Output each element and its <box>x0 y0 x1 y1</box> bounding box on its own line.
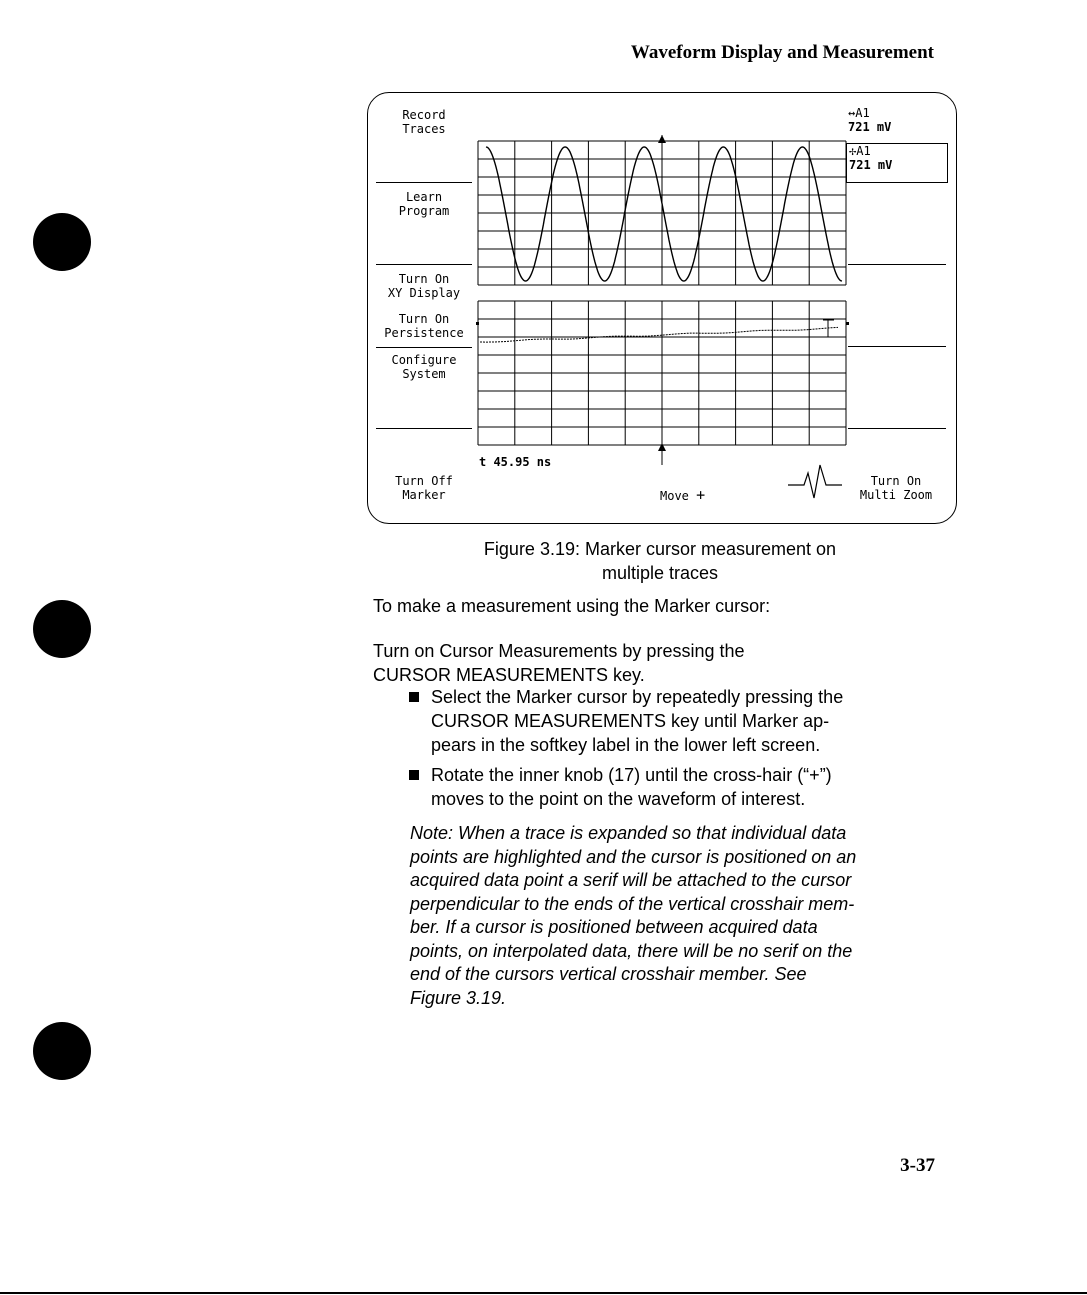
move-label: Move + <box>660 486 706 504</box>
multi-zoom-pulse-icon <box>788 465 842 498</box>
sine-trace <box>486 147 842 281</box>
note-paragraph: Note: When a trace is expanded so that individual data points are highlighted and the cursor is positioned on an acquired data point a serif will be attached to the cursor perpendicular to the ends of the vertical crosshair mem- ber. If a cursor is positioned between acquired data points, on interpolated data, there will be no serif on the end of the cursors vertical crosshair member. See Figure 3.19. <box>410 823 857 1008</box>
figure-caption: Figure 3.19: Marker cursor measurement on multiple traces <box>483 539 837 583</box>
flat-trace <box>480 327 838 342</box>
page-bottom-rule <box>0 1292 1087 1294</box>
time-readout: t 45.95 ns <box>479 455 552 469</box>
softkey-multi-zoom[interactable]: Turn On Multi Zoom <box>859 474 933 502</box>
softkey-configure-system[interactable]: Configure System <box>391 353 457 381</box>
binder-hole <box>33 600 91 658</box>
softkey-learn-program[interactable]: Learn Program <box>398 190 450 218</box>
cursor-readout-box: ✢A1 721 mV <box>846 143 948 183</box>
running-header: Waveform Display and Measurement <box>630 42 934 63</box>
crosshair-plus-icon: + <box>696 486 706 504</box>
bullet-item: Select the Marker cursor by repeatedly pressing the CURSOR MEASUREMENTS key until Marker ap- pears in the softkey label in the lower left screen. <box>431 685 843 757</box>
binder-hole <box>33 213 91 271</box>
softkey-marker[interactable]: Turn Off Marker <box>395 474 453 502</box>
readout-top: ↔A1 721 mV <box>848 106 892 134</box>
intro-text: To make a measurement using the Marker cursor: <box>373 596 771 616</box>
scope-screen <box>367 92 957 524</box>
softkey-xy-display[interactable]: Turn On XY Display <box>387 272 461 300</box>
waveform-display <box>368 93 956 523</box>
bullet-square-icon <box>409 770 419 780</box>
binder-hole <box>33 1022 91 1080</box>
lower-graticule <box>478 301 846 445</box>
bullet-square-icon <box>409 692 419 702</box>
crosshair-icon: ✢ <box>849 144 857 158</box>
horizontal-arrow-icon: ↔ <box>848 106 856 120</box>
softkey-persistence[interactable]: Turn On Persistence <box>384 312 464 340</box>
softkey-record-traces[interactable]: Record Traces <box>402 108 446 136</box>
instruction-paragraph: Turn on Cursor Measurements by pressing the CURSOR MEASUREMENTS key. <box>373 641 745 685</box>
page-number: 3-37 <box>900 1155 935 1176</box>
bullet-item: Rotate the inner knob (17) until the cross-hair (“+”) moves to the point on the waveform of interest. <box>431 763 832 811</box>
